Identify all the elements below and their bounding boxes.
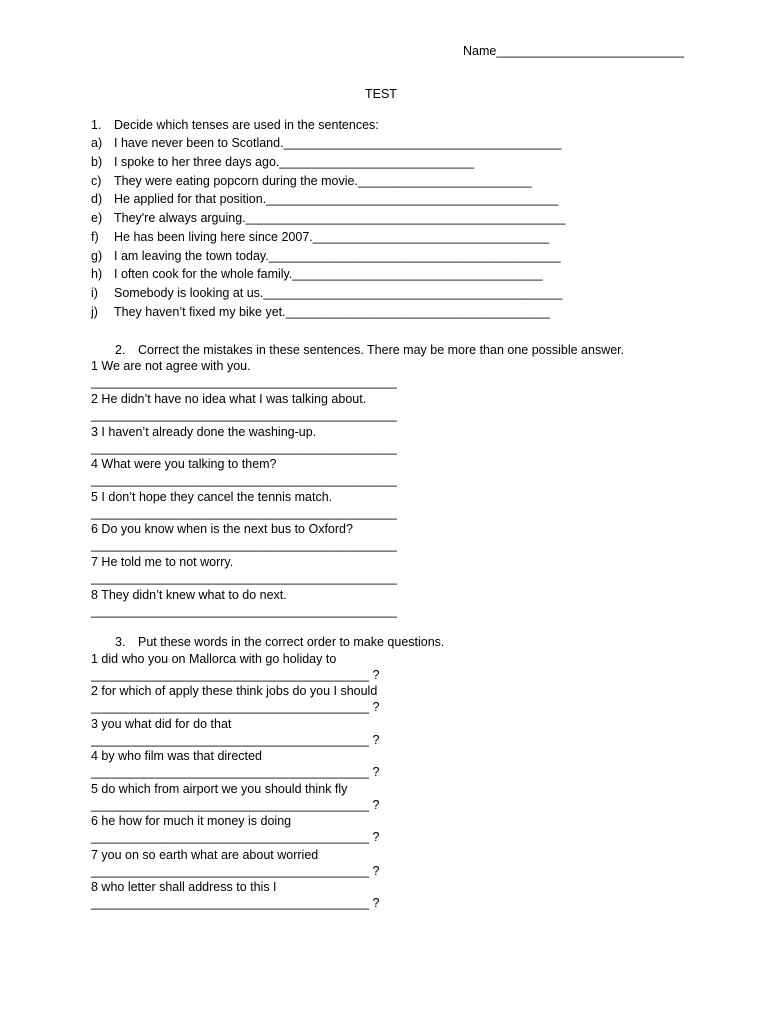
list-item	[0, 305, 768, 323]
word-prompt: 2 for which of apply these think jobs do you I should	[91, 684, 378, 698]
word-prompt: 6 he how for much it money is doing	[91, 814, 292, 828]
answer-line[interactable]: ________________________________________ ?	[91, 896, 380, 910]
item-text[interactable]: Somebody is looking at us.___________________________________________	[114, 286, 563, 300]
item-label: b)	[91, 155, 103, 169]
section-3-number: 3.	[115, 635, 126, 649]
answer-line[interactable]: ________________________________________ ?	[91, 700, 380, 714]
sentence: 8 They didn’t knew what to do next.	[91, 588, 287, 602]
answer-line[interactable]: ________________________________________ ?	[91, 733, 380, 747]
list-item	[0, 211, 768, 229]
sentence: 2 He didn’t have no idea what I was talking about.	[91, 392, 367, 406]
sentence: 6 Do you know when is the next bus to Oxford?	[91, 522, 353, 536]
word-prompt: 4 by who film was that directed	[91, 749, 262, 763]
list-item	[0, 192, 768, 210]
section-1-instruction: Decide which tenses are used in the sentences:	[114, 118, 379, 132]
section-2-number: 2.	[115, 343, 126, 357]
item-label: j)	[91, 305, 98, 319]
item-text[interactable]: He has been living here since 2007.__________________________________	[114, 230, 550, 244]
list-item	[0, 286, 768, 304]
item-text[interactable]: I spoke to her three days ago.____________________________	[114, 155, 475, 169]
list-item	[0, 249, 768, 267]
answer-line[interactable]: ________________________________________ ?	[91, 830, 380, 844]
answer-line[interactable]: ________________________________________ ?	[91, 668, 380, 682]
word-prompt: 5 do which from airport we you should think fly	[91, 782, 348, 796]
item-label: a)	[91, 136, 103, 150]
item-text[interactable]: He applied for that position.__________________________________________	[114, 192, 559, 206]
sentence: 4 What were you talking to them?	[91, 457, 277, 471]
item-label: c)	[91, 174, 102, 188]
list-item	[0, 155, 768, 173]
list-item	[0, 174, 768, 192]
section-3-instruction: Put these words in the correct order to make questions.	[138, 635, 445, 649]
word-prompt: 3 you what did for do that	[91, 717, 232, 731]
list-item	[0, 267, 768, 285]
answer-line[interactable]: ____________________________________________	[91, 408, 397, 422]
word-prompt: 1 did who you on Mallorca with go holiday to	[91, 652, 337, 666]
item-text[interactable]: I often cook for the whole family.____________________________________	[114, 267, 543, 281]
item-text[interactable]: They haven’t fixed my bike yet.______________________________________	[114, 305, 550, 319]
item-text[interactable]: I have never been to Scotland.________________________________________	[114, 136, 562, 150]
answer-line[interactable]: ________________________________________ ?	[91, 798, 380, 812]
answer-line[interactable]: ________________________________________ ?	[91, 864, 380, 878]
list-item	[0, 230, 768, 248]
answer-line[interactable]: ____________________________________________	[91, 506, 397, 520]
item-text[interactable]: They were eating popcorn during the movie._________________________	[114, 174, 532, 188]
answer-line[interactable]: ____________________________________________	[91, 571, 397, 585]
section-2-instruction: Correct the mistakes in these sentences. There may be more than one possible answer.	[138, 343, 625, 357]
answer-line[interactable]: ____________________________________________	[91, 604, 397, 618]
item-label: h)	[91, 267, 103, 281]
answer-line[interactable]: ____________________________________________	[91, 441, 397, 455]
answer-line[interactable]: ____________________________________________	[91, 375, 397, 389]
item-label: d)	[91, 192, 103, 206]
item-text[interactable]: They're always arguing.______________________________________________	[114, 211, 566, 225]
sentence: 1 We are not agree with you.	[91, 359, 251, 373]
answer-line[interactable]: ________________________________________ ?	[91, 765, 380, 779]
item-label: e)	[91, 211, 103, 225]
item-label: g)	[91, 249, 103, 263]
list-item	[0, 136, 768, 154]
item-label: i)	[91, 286, 98, 300]
item-text[interactable]: I am leaving the town today.__________________________________________	[114, 249, 561, 263]
page-title: TEST	[365, 87, 397, 101]
name-field[interactable]: Name___________________________	[463, 44, 685, 58]
section-1-number: 1.	[91, 118, 102, 132]
answer-line[interactable]: ____________________________________________	[91, 473, 397, 487]
item-label: f)	[91, 230, 99, 244]
word-prompt: 8 who letter shall address to this I	[91, 880, 277, 894]
sentence: 5 I don’t hope they cancel the tennis match.	[91, 490, 333, 504]
sentence: 3 I haven’t already done the washing-up.	[91, 425, 317, 439]
answer-line[interactable]: ____________________________________________	[91, 538, 397, 552]
sentence: 7 He told me to not worry.	[91, 555, 234, 569]
word-prompt: 7 you on so earth what are about worried	[91, 848, 319, 862]
